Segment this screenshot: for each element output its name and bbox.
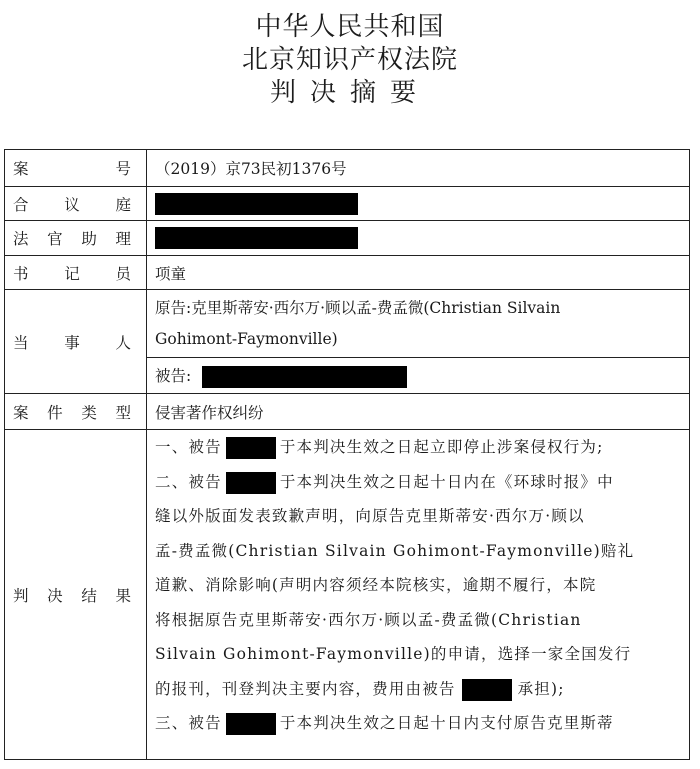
result-line: 道歉、消除影响(声明内容须经本院核实，逾期不履行，本院 xyxy=(155,576,597,594)
redaction-bar xyxy=(462,679,512,701)
redaction-bar xyxy=(155,193,358,215)
value-result xyxy=(147,430,690,760)
row-case-number xyxy=(5,150,690,187)
label-char: 人 xyxy=(115,333,131,352)
defendant-prefix: 被告: xyxy=(155,366,192,385)
label-char: 书 xyxy=(13,264,29,283)
result-text: 一、被告 xyxy=(155,438,222,456)
result-line: 缝以外版面发表致歉声明，向原告克里斯蒂安·西尔万·顾以 xyxy=(155,507,585,525)
court-country-title: 中华人民共和国 xyxy=(255,12,445,42)
label-char: 合 xyxy=(13,195,29,214)
label-char: 理 xyxy=(115,230,131,248)
label-clerk xyxy=(5,256,147,290)
result-text: 于本判决生效之日起十日内在《环球时报》中 xyxy=(279,472,614,491)
result-line xyxy=(155,672,681,707)
label-char: 助 xyxy=(81,230,97,248)
result-text: 二、被告 xyxy=(155,472,222,491)
label-char: 决 xyxy=(47,586,63,605)
row-result xyxy=(5,430,690,760)
value-defendant xyxy=(147,358,690,394)
value-assistant xyxy=(147,221,690,256)
result-line: 孟-费孟微(Christian Silvain Gohimont-Faymonville)赔礼 xyxy=(155,541,635,560)
value-panel xyxy=(147,187,690,221)
label-panel xyxy=(5,187,147,221)
value-clerk: 项童 xyxy=(147,256,690,290)
document-type-title: 判决摘要 xyxy=(269,78,430,108)
label-char: 型 xyxy=(115,403,131,422)
label-case-type xyxy=(5,394,147,430)
value-case-type: 侵害著作权纠纷 xyxy=(147,394,690,430)
label-char: 结 xyxy=(81,586,97,605)
label-char: 案 xyxy=(13,403,29,422)
redaction-bar xyxy=(202,366,407,388)
label-char: 果 xyxy=(115,586,131,605)
label-parties xyxy=(5,290,147,394)
plaintiff-line-1: 原告:克里斯蒂安·西尔万·顾以孟-费孟微(Christian Silvain xyxy=(155,298,561,317)
label-char: 案 xyxy=(13,160,29,178)
result-text: 的报刊，刊登判决主要内容，费用由被告 xyxy=(155,679,456,698)
value-case-number: （2019）京73民初1376号 xyxy=(147,150,690,187)
label-char: 当 xyxy=(13,333,29,352)
result-line: Silvain Gohimont-Faymonville)的申请，选择一家全国发行 xyxy=(155,645,632,663)
row-parties-plaintiff xyxy=(5,290,690,358)
label-char: 员 xyxy=(115,264,131,283)
label-char: 判 xyxy=(13,586,29,605)
judgment-summary-table xyxy=(4,149,690,760)
result-line xyxy=(155,465,681,500)
result-text: 于本判决生效之日起十日内支付原告克里斯蒂 xyxy=(279,714,614,732)
label-char: 号 xyxy=(115,160,131,178)
result-text: 承担); xyxy=(517,679,565,698)
redaction-bar xyxy=(226,472,276,494)
label-char: 官 xyxy=(47,230,63,248)
label-char: 类 xyxy=(81,403,97,422)
redaction-bar xyxy=(226,713,276,735)
result-line xyxy=(155,430,681,465)
label-char: 议 xyxy=(64,195,80,214)
label-assistant xyxy=(5,221,147,256)
redaction-bar xyxy=(155,227,358,249)
row-assistant xyxy=(5,221,690,256)
court-name-title: 北京知识产权法院 xyxy=(241,45,458,75)
result-line: 将根据原告克里斯蒂安·西尔万·顾以孟-费孟微(Christian xyxy=(155,610,582,629)
redaction-bar xyxy=(226,437,276,459)
value-plaintiff xyxy=(147,290,690,358)
label-char: 庭 xyxy=(115,195,131,214)
result-text: 三、被告 xyxy=(155,714,222,732)
plaintiff-line-2: Gohimont-Faymonville) xyxy=(155,329,338,348)
label-char: 件 xyxy=(47,403,63,422)
label-case-number xyxy=(5,150,147,187)
label-char: 事 xyxy=(64,333,80,352)
label-char: 法 xyxy=(13,230,29,248)
result-line xyxy=(155,706,681,741)
result-text: 于本判决生效之日起立即停止涉案侵权行为; xyxy=(279,438,604,456)
row-clerk xyxy=(5,256,690,290)
label-char: 记 xyxy=(64,264,80,283)
label-result xyxy=(5,430,147,760)
row-case-type xyxy=(5,394,690,430)
row-panel xyxy=(5,187,690,221)
